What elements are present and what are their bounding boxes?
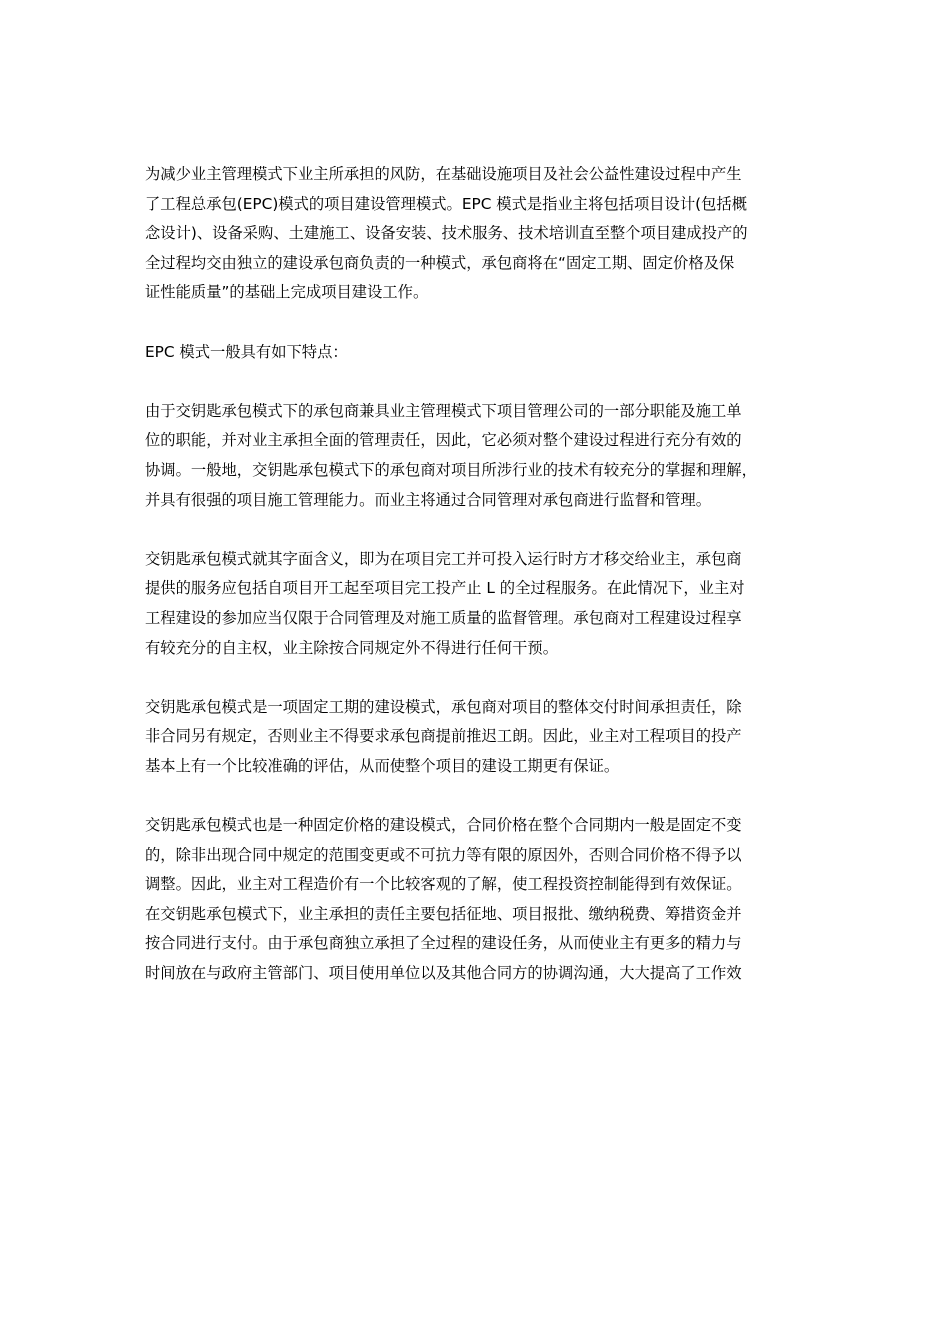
- text-line: 提供的服务应包括自项目开工起至项目完工投产止 L 的全过程服务。在此情况下，业主对: [145, 579, 745, 598]
- text-line: 协调。一般地，交钥匙承包模式下的承包商对项目所涉行业的技术有较充分的掌握和理解，: [145, 460, 757, 479]
- paragraph-features-heading: [145, 338, 810, 368]
- text-line: 交钥匙承包模式是一项固定工期的建设模式，承包商对项目的整体交付时间承担责任，除: [145, 697, 742, 716]
- text-line: 念设计)、设备采购、土建施工、设备安装、技术服务、技术培训直至整个项目建成投产的: [145, 224, 748, 243]
- text-line: 在交钥匙承包模式下，业主承担的责任主要包括征地、项目报批、缴纳税费、筹措资金并: [145, 904, 742, 923]
- text-line: 工程建设的参加应当仅限于合同管理及对施工质量的监督管理。承包商对工程建设过程享: [145, 608, 742, 627]
- text-line: 调整。因此，业主对工程造价有一个比较客观的了解，使工程投资控制能得到有效保证。: [145, 875, 742, 894]
- text-line: 基本上有一个比较准确的评估，从而使整个项目的建设工期更有保证。: [145, 756, 620, 775]
- paragraph-fixed-schedule: [145, 693, 810, 782]
- paragraph-contractor-role: [145, 397, 810, 515]
- text-line: 全过程均交由独立的建设承包商负责的一种模式，承包商将在“固定工期、固定价格及保: [145, 253, 735, 272]
- text-line: 为减少业主管理模式下业主所承担的风防，在基础设施项目及社会公益性建设过程中产生: [145, 165, 742, 183]
- text-line: 按合同进行支付。由于承包商独立承担了全过程的建设任务，从而使业主有更多的精力与: [145, 934, 742, 953]
- text-line: 时间放在与政府主管部门、项目使用单位以及其他合同方的协调沟通，大大提高了工作效: [145, 964, 742, 983]
- document-body: [145, 160, 810, 1018]
- paragraph-fixed-price: [145, 811, 810, 989]
- paragraph-turnkey-meaning: [145, 545, 810, 663]
- text-line: 位的职能，并对业主承担全面的管理责任，因此，它必须对整个建设过程进行充分有效的: [145, 431, 742, 450]
- text-line: 的，除非出现合同中规定的范围变更或不可抗力等有限的原因外，否则合同价格不得予以: [145, 845, 742, 864]
- text-line: 有较充分的自主权，业主除按合同规定外不得进行任何干预。: [145, 638, 559, 657]
- text-line: 交钥匙承包模式就其字面含义，即为在项目完工并可投入运行时方才移交给业主，承包商: [145, 549, 742, 568]
- paragraph-epc-intro: [145, 160, 810, 308]
- text-line: 证性能质量”的基础上完成项目建设工作。: [145, 283, 429, 302]
- text-line: EPC 模式一般具有如下特点：: [145, 342, 348, 361]
- text-line: 并具有很强的项目施工管理能力。而业主将通过合同管理对承包商进行监督和管理。: [145, 490, 711, 509]
- text-line: 由于交钥匙承包模式下的承包商兼具业主管理模式下项目管理公司的一部分职能及施工单: [145, 401, 742, 420]
- text-line: 非合同另有规定，否则业主不得要求承包商提前推迟工朗。因此，业主对工程项目的投产: [145, 727, 742, 746]
- text-line: 了工程总承包(EPC)模式的项目建设管理模式。EPC 模式是指业主将包括项目设计(包括概: [145, 194, 748, 213]
- text-line: 交钥匙承包模式也是一种固定价格的建设模式，合同价格在整个合同期内一般是固定不变: [145, 816, 742, 835]
